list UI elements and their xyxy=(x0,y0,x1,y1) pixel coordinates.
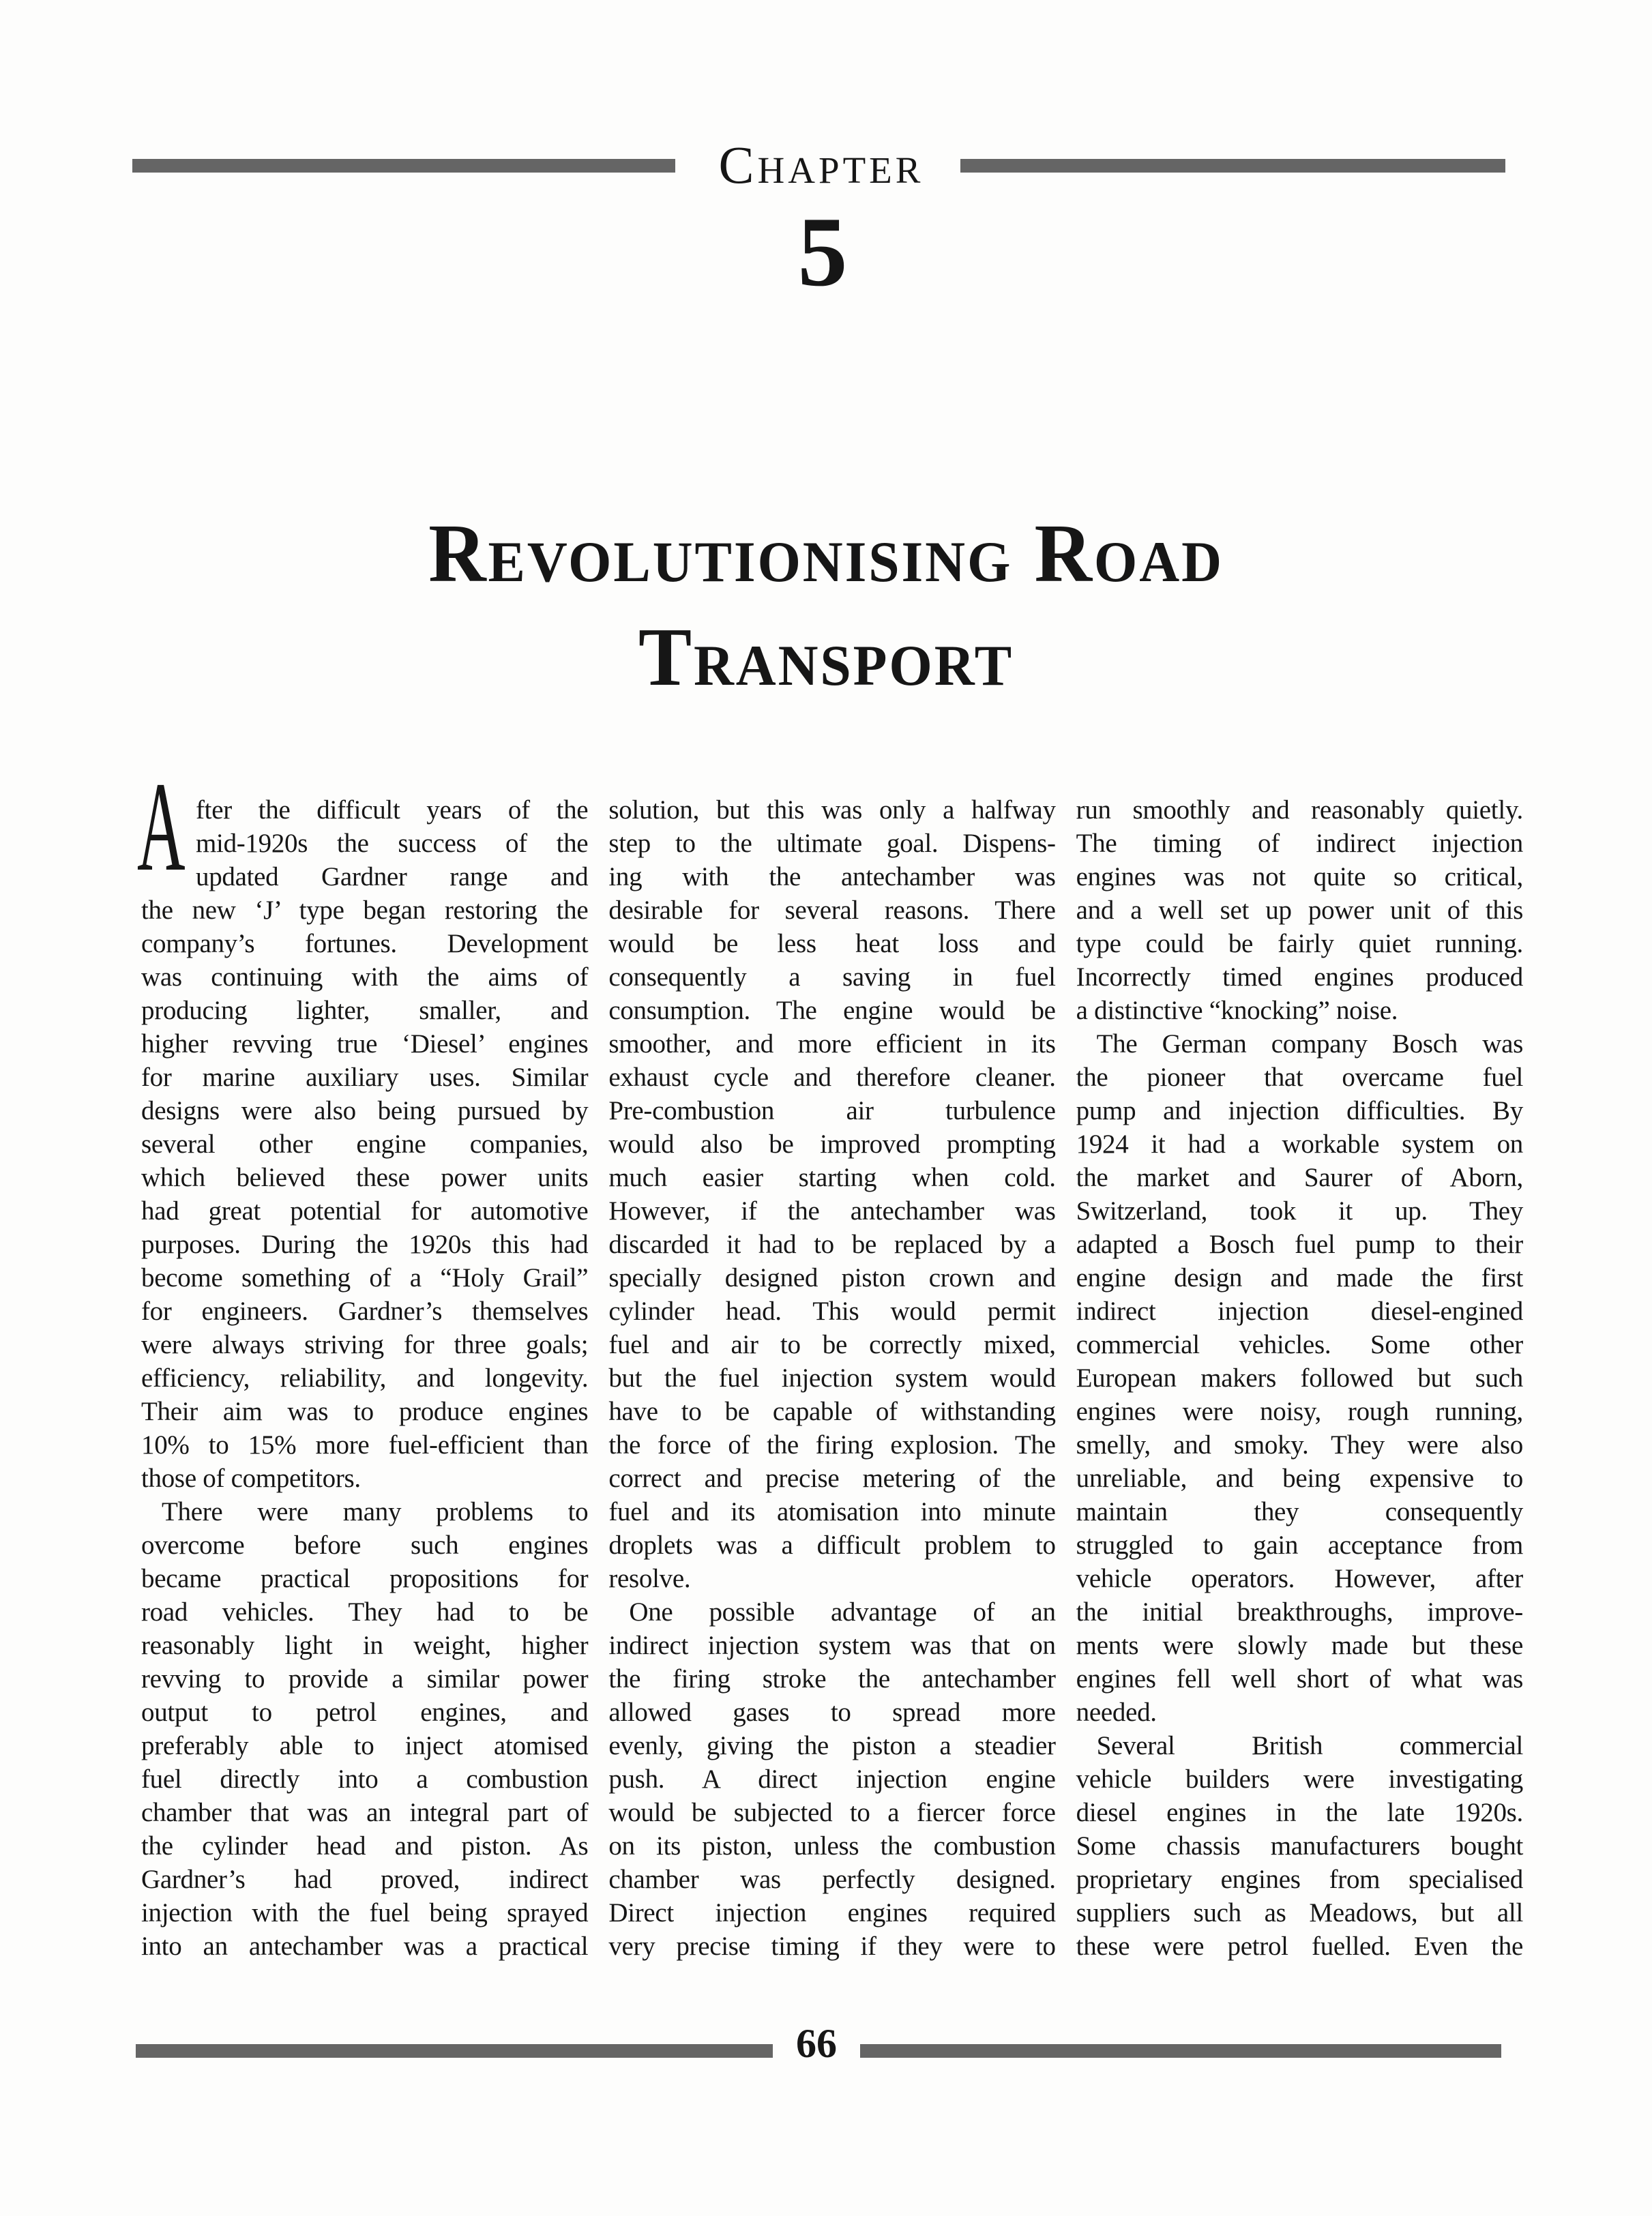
text-line: preferably able to inject atomised xyxy=(141,1731,589,1760)
text-line: diesel engines in the late 1920s. xyxy=(1076,1798,1523,1827)
text-line: was continuing with the aims of xyxy=(141,962,589,992)
column-2 xyxy=(608,793,1055,1963)
text-line: several other engine companies, xyxy=(141,1129,589,1159)
paragraph xyxy=(1076,793,1523,1027)
text-line: these were petrol fuelled. Even the xyxy=(1076,1932,1523,1961)
text-line: solution, but this was only a halfway xyxy=(608,795,1056,825)
text-line: proprietary engines from specialised xyxy=(1076,1865,1523,1894)
paragraph xyxy=(141,1495,588,1963)
text-line: which believed these power units xyxy=(141,1163,589,1192)
text-line: the pioneer that overcame fuel xyxy=(1076,1063,1523,1092)
text-line: the firing stroke the antechamber xyxy=(608,1664,1056,1694)
text-line: the initial breakthroughs, improve- xyxy=(1076,1597,1523,1627)
text-line: indirect injection diesel-engined xyxy=(1076,1297,1523,1326)
text-line: struggled to gain acceptance from xyxy=(1076,1531,1523,1560)
text-line: One possible advantage of an xyxy=(629,1597,1056,1627)
text-line: pump and injection difficulties. By xyxy=(1076,1096,1523,1125)
text-line: European makers followed but such xyxy=(1076,1363,1523,1393)
text-line: would be subjected to a fiercer force xyxy=(608,1798,1056,1827)
text-line: engines fell well short of what was xyxy=(1076,1664,1523,1694)
text-line: were always striving for three goals; xyxy=(141,1330,589,1359)
text-line: a distinctive “knocking” noise. xyxy=(1076,996,1398,1025)
text-line: the new ‘J’ type began restoring the xyxy=(141,896,589,925)
text-line: discarded it had to be replaced by a xyxy=(608,1230,1056,1259)
paragraph xyxy=(1076,1729,1523,1963)
text-line: for marine auxiliary uses. Similar xyxy=(141,1063,589,1092)
text-line: allowed gases to spread more xyxy=(608,1698,1056,1727)
text-line: injection with the fuel being sprayed xyxy=(141,1898,589,1927)
body-columns xyxy=(137,755,1523,1963)
text-line: run smoothly and reasonably quietly. xyxy=(1076,795,1523,825)
text-line: into an antechamber was a practical xyxy=(141,1932,589,1961)
text-line: very precise timing if they were to xyxy=(608,1932,1056,1961)
text-line: for engineers. Gardner’s themselves xyxy=(141,1297,589,1326)
text-line: vehicle operators. However, after xyxy=(1076,1564,1523,1593)
text-line: chamber was perfectly designed. xyxy=(608,1865,1056,1894)
page-title xyxy=(0,502,1652,709)
text-line: road vehicles. They had to be xyxy=(141,1597,589,1627)
text-line: The German company Bosch was xyxy=(1096,1029,1523,1059)
paragraph xyxy=(608,793,1055,1595)
text-line: consequently a saving in fuel xyxy=(608,962,1056,992)
text-line: Their aim was to produce engines xyxy=(141,1397,589,1426)
text-line: purposes. During the 1920s this had xyxy=(141,1230,589,1259)
text-line: chamber that was an integral part of xyxy=(141,1798,589,1827)
column-1 xyxy=(137,755,589,1963)
text-line: evenly, giving the piston a steadier xyxy=(608,1731,1056,1760)
chapter-label: Chapter xyxy=(718,135,924,194)
text-line: reasonably light in weight, higher xyxy=(141,1631,589,1660)
text-line: type could be fairly quiet running. xyxy=(1076,929,1523,958)
text-line: Some chassis manufacturers bought xyxy=(1076,1831,1523,1861)
text-line: had great potential for automotive xyxy=(141,1196,589,1226)
text-line: revving to provide a similar power xyxy=(141,1664,589,1694)
text-line: the market and Saurer of Aborn, xyxy=(1076,1163,1523,1192)
text-line: 1924 it had a workable system on xyxy=(1076,1129,1523,1159)
text-line: fuel directly into a combustion xyxy=(141,1764,589,1794)
drop-cap-letter: A xyxy=(137,755,186,898)
text-line: have to be capable of withstanding xyxy=(608,1397,1056,1426)
text-line: specially designed piston crown and xyxy=(608,1263,1056,1292)
text-line: smoother, and more efficient in its xyxy=(608,1029,1056,1059)
text-line: the cylinder head and piston. As xyxy=(141,1831,589,1861)
text-line: would also be improved prompting xyxy=(608,1129,1056,1159)
text-line: mid-1920s the success of the xyxy=(196,829,589,858)
text-line: 10% to 15% more fuel-efficient than xyxy=(141,1430,589,1460)
text-line: suppliers such as Meadows, but all xyxy=(1076,1898,1523,1927)
text-line: updated Gardner range and xyxy=(196,862,589,891)
chapter-number: 5 xyxy=(797,196,848,307)
drop-cap xyxy=(137,755,196,898)
text-line: ments were slowly made but these xyxy=(1076,1631,1523,1660)
text-line: resolve. xyxy=(608,1564,691,1593)
text-line: designs were also being pursued by xyxy=(141,1096,589,1125)
text-line: maintain they consequently xyxy=(1076,1497,1523,1526)
text-line: become something of a “Holy Grail” xyxy=(141,1263,589,1292)
text-line: fter the difficult years of the xyxy=(196,795,589,825)
text-line: There were many problems to xyxy=(162,1497,589,1526)
text-line: push. A direct injection engine xyxy=(608,1764,1056,1794)
text-line: Several British commercial xyxy=(1096,1731,1523,1760)
text-line: fuel and air to be correctly mixed, xyxy=(608,1330,1056,1359)
text-line: smelly, and smoky. They were also xyxy=(1076,1430,1523,1460)
text-line: but the fuel injection system would xyxy=(608,1363,1056,1393)
text-line: adapted a Bosch fuel pump to their xyxy=(1076,1230,1523,1259)
text-line: engine design and made the first xyxy=(1076,1263,1523,1292)
text-line: those of competitors. xyxy=(141,1464,361,1493)
text-line: droplets was a difficult problem to xyxy=(608,1531,1056,1560)
text-line: Pre-combustion air turbulence xyxy=(608,1096,1056,1125)
paragraph xyxy=(1076,1027,1523,1729)
text-line: the force of the firing explosion. The xyxy=(608,1430,1056,1460)
text-line: ing with the antechamber was xyxy=(608,862,1056,891)
text-line: commercial vehicles. Some other xyxy=(1076,1330,1523,1359)
text-line: indirect injection system was that on xyxy=(608,1631,1056,1660)
text-line: vehicle builders were investigating xyxy=(1076,1764,1523,1794)
text-line: The timing of indirect injection xyxy=(1076,829,1523,858)
text-line: much easier starting when cold. xyxy=(608,1163,1056,1192)
text-line: engines were noisy, rough running, xyxy=(1076,1397,1523,1426)
column-3 xyxy=(1076,793,1523,1963)
text-line: cylinder head. This would permit xyxy=(608,1297,1056,1326)
text-line: Direct injection engines required xyxy=(608,1898,1056,1927)
text-line: efficiency, reliability, and longevity. xyxy=(141,1363,589,1393)
page-number: 66 xyxy=(796,2021,837,2066)
text-line: company’s fortunes. Development xyxy=(141,929,589,958)
text-line: fuel and its atomisation into minute xyxy=(608,1497,1056,1526)
page-title-line-1: Revolutionising Road xyxy=(428,507,1224,600)
text-line: step to the ultimate goal. Dispens- xyxy=(608,829,1056,858)
text-line: Gardner’s had proved, indirect xyxy=(141,1865,589,1894)
text-line: exhaust cycle and therefore cleaner. xyxy=(608,1063,1056,1092)
text-line: engines was not quite so critical, xyxy=(1076,862,1523,891)
paragraph xyxy=(137,755,589,1495)
text-line: became practical propositions for xyxy=(141,1564,589,1593)
text-line: consumption. The engine would be xyxy=(608,996,1056,1025)
text-line: However, if the antechamber was xyxy=(608,1196,1056,1226)
text-line: Switzerland, took it up. They xyxy=(1076,1196,1523,1226)
page-title-line-2: Transport xyxy=(638,611,1014,703)
text-line: producing lighter, smaller, and xyxy=(141,996,589,1025)
text-line: higher revving true ‘Diesel’ engines xyxy=(141,1029,589,1059)
text-line: on its piston, unless the combustion xyxy=(608,1831,1056,1861)
text-line: needed. xyxy=(1076,1698,1157,1727)
text-line: correct and precise metering of the xyxy=(608,1464,1056,1493)
text-line: would be less heat loss and xyxy=(608,929,1056,958)
text-line: desirable for several reasons. There xyxy=(608,896,1056,925)
text-line: Incorrectly timed engines produced xyxy=(1076,962,1523,992)
paragraph xyxy=(608,1595,1055,1963)
text-line: overcome before such engines xyxy=(141,1531,589,1560)
text-line: and a well set up power unit of this xyxy=(1076,896,1523,925)
text-line: unreliable, and being expensive to xyxy=(1076,1464,1523,1493)
text-line: output to petrol engines, and xyxy=(141,1698,589,1727)
